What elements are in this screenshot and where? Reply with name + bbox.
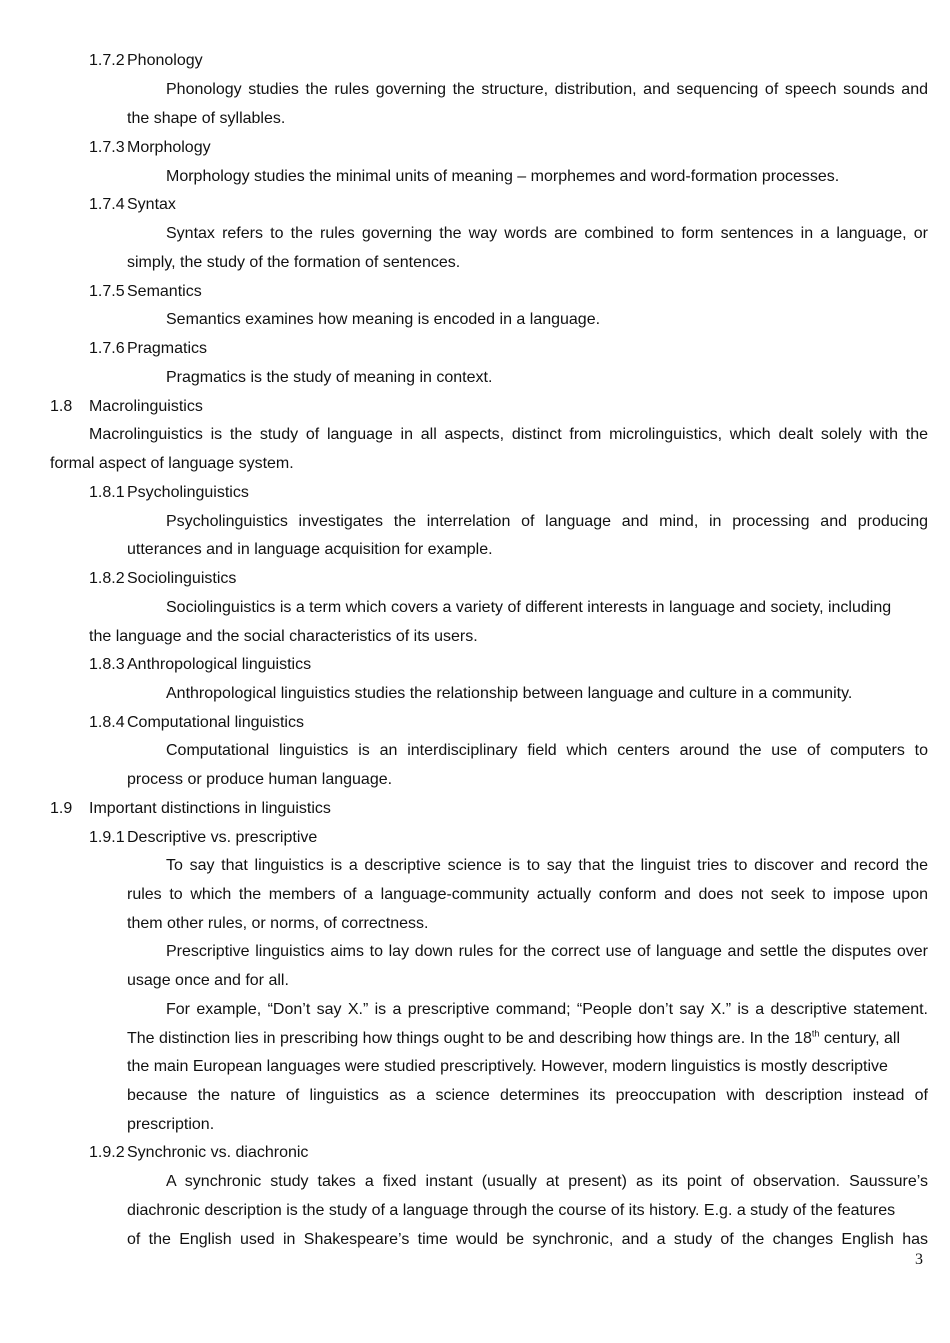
section-title: Morphology: [127, 139, 211, 156]
paragraph-line: usage once and for all.: [127, 972, 289, 989]
paragraph-line: because the nature of linguistics as a science determines its preoccupation with description instead of: [127, 1087, 928, 1104]
paragraph-line: diachronic description is the study of a language through the course of its history. E.g. a study of the features: [127, 1202, 896, 1219]
heading-1-7-4: [89, 195, 176, 215]
paragraph-line: Pragmatics is the study of meaning in context.: [166, 369, 493, 386]
section-number: 1.7.4: [89, 196, 125, 213]
heading-1-7-6: [89, 339, 207, 359]
section-title: Synchronic vs. diachronic: [127, 1144, 309, 1161]
heading-1-8-4: [89, 713, 304, 733]
paragraph-line: the shape of syllables.: [127, 110, 286, 127]
paragraph-line: them other rules, or norms, of correctness.: [127, 915, 429, 932]
section-number: 1.7.5: [89, 283, 125, 300]
text-run: The distinction lies in prescribing how things ought to be and describing how things are. In the 18: [127, 1030, 812, 1047]
section-title: Macrolinguistics: [89, 398, 203, 415]
paragraph-line: the language and the social characteristics of its users.: [89, 628, 478, 645]
section-number: 1.8.2: [89, 570, 125, 587]
heading-1-7-5: [89, 282, 202, 302]
heading-1-8-2: [89, 569, 236, 589]
paragraph-line: Syntax refers to the rules governing the way words are combined to form sentences in a language, or: [166, 225, 928, 242]
section-number: 1.8.3: [89, 656, 125, 673]
paragraph-line: For example, “Don’t say X.” is a prescriptive command; “People don’t say X.” is a descriptive statement.: [166, 1001, 928, 1018]
paragraph-line: A synchronic study takes a fixed instant (usually at present) as its point of observation. Saussure’s: [166, 1173, 928, 1190]
paragraph-line: To say that linguistics is a descriptive science is to say that the linguist tries to discover and record the: [166, 857, 928, 874]
heading-1-9-1: [89, 828, 317, 848]
heading-1-9-2: [89, 1143, 308, 1163]
section-number: 1.9.2: [89, 1144, 125, 1161]
superscript: th: [811, 1028, 820, 1039]
section-number: 1.7.6: [89, 340, 125, 357]
paragraph-line: simply, the study of the formation of sentences.: [127, 254, 461, 271]
section-number: 1.7.3: [89, 139, 125, 156]
paragraph-line: Prescriptive linguistics aims to lay down rules for the correct use of language and settle the disputes over: [166, 943, 928, 960]
paragraph-line: prescription.: [127, 1116, 215, 1133]
section-title: Sociolinguistics: [127, 570, 237, 587]
section-number: 1.7.2: [89, 52, 125, 69]
section-number: 1.9: [50, 800, 73, 817]
section-number: 1.8: [50, 398, 73, 415]
paragraph-line: Phonology studies the rules governing the structure, distribution, and sequencing of speech sounds and: [166, 81, 928, 98]
page-number: 3: [915, 1251, 923, 1268]
heading-1-8-1: [89, 483, 249, 503]
paragraph-line: Semantics examines how meaning is encoded in a language.: [166, 311, 601, 328]
paragraph-line: Macrolinguistics is the study of language in all aspects, distinct from microlinguistics, which dealt solely with the: [89, 426, 928, 443]
heading-1-8-3: [89, 655, 311, 675]
section-title: Pragmatics: [127, 340, 208, 357]
section-title: Important distinctions in linguistics: [89, 800, 331, 817]
paragraph-line: of the English used in Shakespeare’s time would be synchronic, and a study of the changes English has: [127, 1231, 928, 1248]
section-number: 1.9.1: [89, 829, 125, 846]
section-title: Anthropological linguistics: [127, 656, 312, 673]
paragraph-line: Morphology studies the minimal units of meaning – morphemes and word-formation processes.: [166, 168, 840, 185]
section-number: 1.8.1: [89, 484, 125, 501]
paragraph-line: [127, 1029, 900, 1049]
text-run: century, all: [819, 1030, 900, 1047]
paragraph-line: formal aspect of language system.: [50, 455, 294, 472]
section-title: Phonology: [127, 52, 203, 69]
section-title: Psycholinguistics: [127, 484, 249, 501]
section-number: 1.8.4: [89, 714, 125, 731]
paragraph-line: rules to which the members of a language-community actually conform and does not seek to impose upon: [127, 886, 928, 903]
paragraph-line: process or produce human language.: [127, 771, 393, 788]
section-title: Computational linguistics: [127, 714, 304, 731]
paragraph-line: Anthropological linguistics studies the relationship between language and culture in a community.: [166, 685, 853, 702]
paragraph-line: the main European languages were studied prescriptively. However, modern linguistics is mostly descriptive: [127, 1058, 888, 1075]
heading-1-7-3: [89, 138, 211, 158]
section-title: Descriptive vs. prescriptive: [127, 829, 318, 846]
paragraph-line: Sociolinguistics is a term which covers a variety of different interests in language and society, including: [166, 599, 892, 616]
section-title: Semantics: [127, 283, 202, 300]
paragraph-line: Computational linguistics is an interdisciplinary field which centers around the use of computers to: [166, 742, 928, 759]
section-title: Syntax: [127, 196, 176, 213]
heading-1-8: [50, 397, 203, 417]
heading-1-9: [50, 799, 331, 819]
heading-1-7-2: [89, 51, 203, 71]
paragraph-line: Psycholinguistics investigates the interrelation of language and mind, in processing and producing: [166, 513, 928, 530]
paragraph-line: utterances and in language acquisition for example.: [127, 541, 493, 558]
